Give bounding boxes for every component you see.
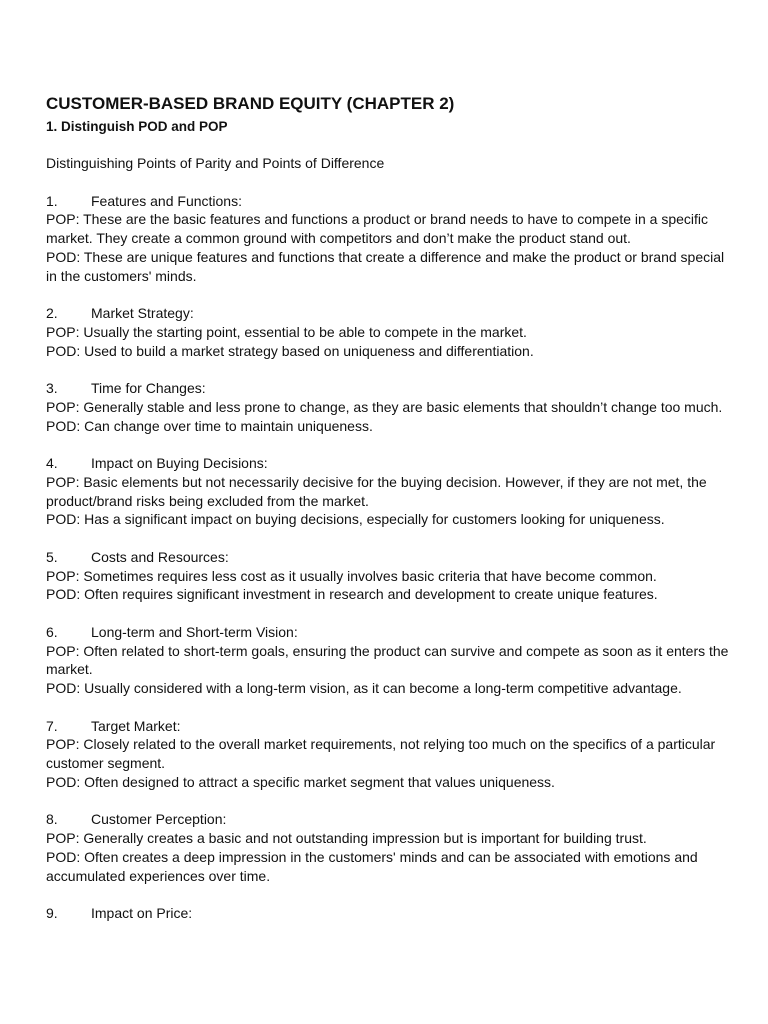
pod-text: POD: Often creates a deep impression in the customers' minds and can be associated with emotions and accumulated experiences over time. bbox=[46, 848, 698, 884]
section-heading-text: Market Strategy: bbox=[91, 305, 194, 321]
section-number: 8. bbox=[46, 811, 58, 828]
pop-text: POP: Sometimes requires less cost as it usually involves basic criteria that have become common. bbox=[46, 567, 657, 584]
pod-text: POD: Can change over time to maintain uniqueness. bbox=[46, 417, 373, 434]
section-number: 2. bbox=[46, 305, 58, 321]
section-number: 1. bbox=[46, 192, 58, 209]
section-heading-text: Customer Perception: bbox=[91, 811, 227, 828]
section-number: 5. bbox=[46, 548, 58, 565]
section-heading-text: Impact on Buying Decisions: bbox=[91, 455, 268, 471]
section-heading bbox=[46, 810, 736, 829]
section-heading-text: Impact on Price: bbox=[91, 905, 193, 921]
pod-text: POD: These are unique features and functions that create a difference and make the product or brand special in the customers' minds. bbox=[46, 248, 725, 284]
section-number: 4. bbox=[46, 455, 58, 471]
section-time-for-changes bbox=[46, 379, 736, 435]
document-title: CUSTOMER-BASED BRAND EQUITY (CHAPTER 2) bbox=[46, 94, 455, 113]
pod-text: POD: Usually considered with a long-term vision, as it can become a long-term competitive advantage. bbox=[46, 680, 682, 696]
pod-text: POD: Used to build a market strategy based on uniqueness and differentiation. bbox=[46, 342, 534, 359]
section-impact-on-price bbox=[46, 904, 736, 923]
section-heading-text: Target Market: bbox=[91, 717, 181, 734]
section-number: 9. bbox=[46, 905, 58, 921]
section-heading-text: Features and Functions: bbox=[91, 192, 242, 209]
pop-text: POP: Closely related to the overall market requirements, not relying too much on the specifics of a particular customer segment. bbox=[46, 736, 716, 771]
section-heading bbox=[46, 904, 736, 923]
section-heading-text: Long-term and Short-term Vision: bbox=[91, 623, 298, 640]
section-number: 7. bbox=[46, 717, 58, 734]
section-heading bbox=[46, 548, 736, 567]
pop-text: POP: Usually the starting point, essential to be able to compete in the market. bbox=[46, 323, 527, 340]
pop-text: POP: These are the basic features and functions a product or brand needs to have to compete in a specific market. They create a common ground with competitors and don’t make the product stand out. bbox=[46, 211, 709, 246]
section-heading bbox=[46, 192, 736, 211]
section-market-strategy bbox=[46, 304, 736, 360]
section-heading-text: Costs and Resources: bbox=[91, 548, 229, 565]
section-heading bbox=[46, 454, 736, 473]
section-costs-resources bbox=[46, 548, 736, 604]
section-target-market bbox=[46, 717, 736, 792]
section-long-short-term-vision bbox=[46, 623, 736, 698]
document-subtitle: 1. Distinguish POD and POP bbox=[46, 119, 228, 134]
section-heading bbox=[46, 379, 736, 398]
section-heading bbox=[46, 717, 736, 736]
section-heading-text: Time for Changes: bbox=[91, 380, 206, 396]
pop-text: POP: Generally stable and less prone to change, as they are basic elements that shouldn’t change too much. bbox=[46, 398, 723, 415]
section-features-functions bbox=[46, 192, 736, 286]
section-number: 6. bbox=[46, 623, 58, 640]
pop-text: POP: Often related to short-term goals, ensuring the product can survive and compete as soon as it enters the market. bbox=[46, 642, 729, 678]
section-number: 3. bbox=[46, 380, 58, 396]
pod-text: POD: Often designed to attract a specific market segment that values uniqueness. bbox=[46, 773, 555, 790]
document-page bbox=[46, 93, 736, 923]
section-heading bbox=[46, 304, 736, 323]
section-customer-perception bbox=[46, 810, 736, 885]
section-impact-buying-decisions bbox=[46, 454, 736, 529]
pop-text: POP: Basic elements but not necessarily decisive for the buying decision. However, if they are not met, the product/brand risks being excluded from the market. bbox=[46, 473, 707, 509]
intro-text: Distinguishing Points of Parity and Points of Difference bbox=[46, 155, 385, 171]
pod-text: POD: Often requires significant investment in research and development to create unique features. bbox=[46, 586, 658, 603]
pop-text: POP: Generally creates a basic and not outstanding impression but is important for building trust. bbox=[46, 830, 647, 846]
pod-text: POD: Has a significant impact on buying decisions, especially for customers looking for uniqueness. bbox=[46, 511, 665, 528]
section-heading bbox=[46, 623, 736, 642]
